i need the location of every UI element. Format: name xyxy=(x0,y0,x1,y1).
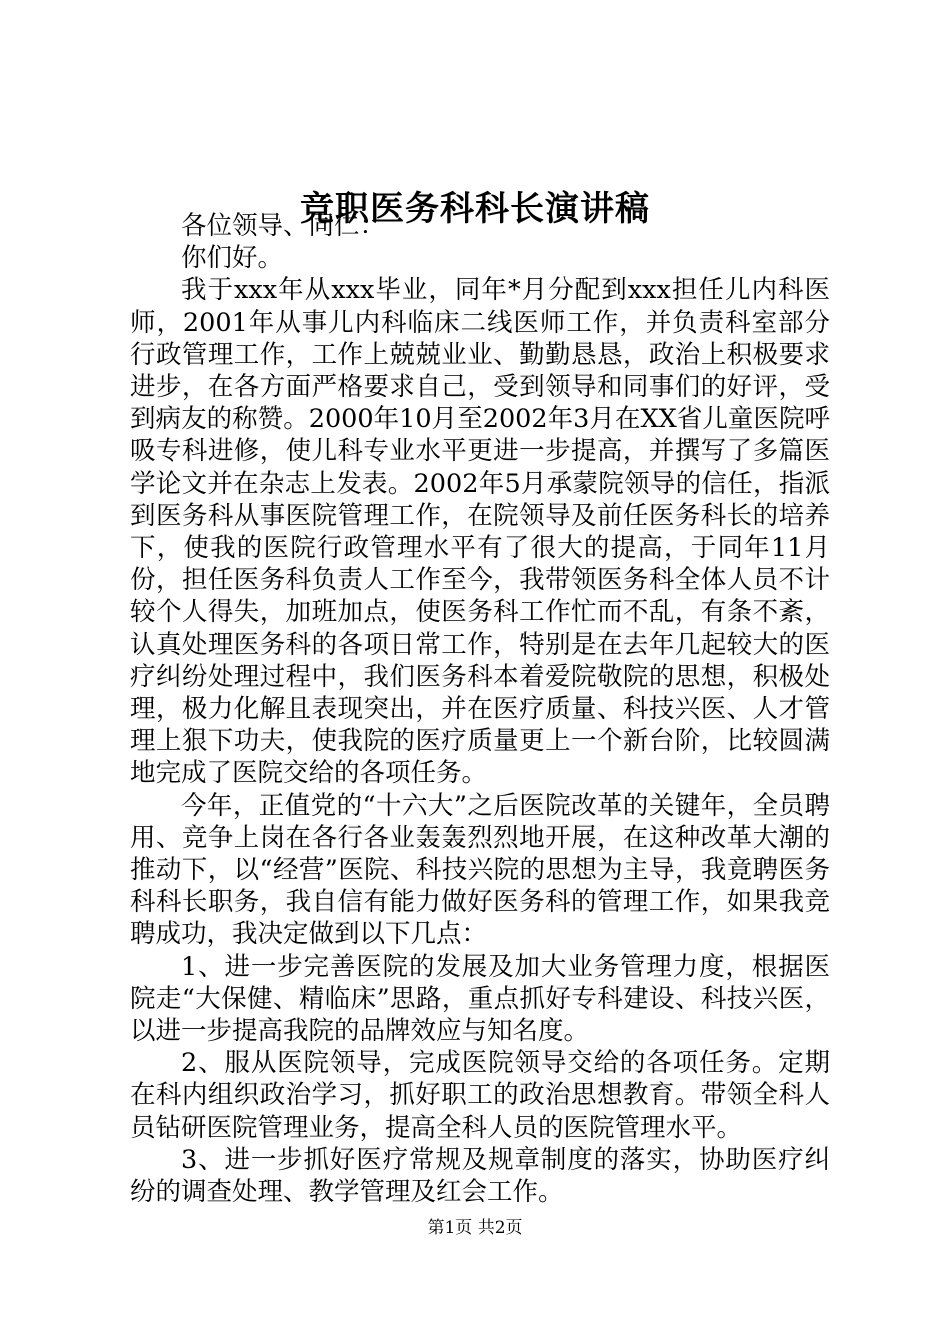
page-number-footer: 第1页 共2页 xyxy=(427,1218,523,1238)
paragraph-motivation: 今年，正值党的“十六大”之后医院改革的关键年，全员聘用、竞争上岗在各行各业轰轰烈烈地开展，在这种改革大潮的推动下，以“经营”医院、科技兴院的思想为主导，我竟聘医务科科长职务，我自信有能力做好医务科的管理工作，如果我竞聘成功，我决定做到以下几点： xyxy=(130,790,830,950)
salutation: 各位领导、同仁： xyxy=(181,211,386,241)
paragraph-point-3: 3、进一步抓好医疗常规及规章制度的落实，协助医疗纠纷的调查处理、教学管理及红会工作。 xyxy=(130,1144,830,1208)
paragraph-point-2: 2、服从医院领导，完成医院领导交给的各项任务。定期在科内组织政治学习，抓好职工的政治思想教育。带领全科人员钻研医院管理业务，提高全科人员的医院管理水平。 xyxy=(130,1048,830,1143)
document-body xyxy=(130,210,830,1208)
greeting: 你们好。 xyxy=(181,243,284,274)
paragraph-experience: 我于xxx年从xxx毕业，同年*月分配到xxx担任儿内科医师，2001年从事儿内科临床二线医师工作，并负责科室部分行政管理工作，工作上兢兢业业、勤勤恳恳，政治上积极要求进步，在各方面严格要求自己，受到领导和同事们的好评，受到病友的称赞。2000年10月至2002年3月在XX省儿童医院呼吸专科进修，使儿科专业水平更进一步提高，并撰写了多篇医学论文并在杂志上发表。2002年5月承蒙院领导的信任，指派到医务科从事医院管理工作，在院领导及前任医务科长的培养下，使我的医院行政管理水平有了很大的提高，于同年11月份，担任医务科负责人工作至今，我带领医务科全体人员不计较个人得失，加班加点，使医务科工作忙而不乱，有条不紊，认真处理医务科的各项日常工作，特别是在去年几起较大的医疗纠纷处理过程中，我们医务科本着爱院敬院的思想，积极处理，极力化解且表现突出，并在医疗质量、科技兴医、人才管理上狠下功夫，使我院的医疗质量更上一个新台阶，比较圆满地完成了医院交给的各项任务。 xyxy=(130,275,830,789)
paragraph-point-1: 1、进一步完善医院的发展及加大业务管理力度，根据医院走“大保健、精临床”思路，重点抓好专科建设、科技兴医，以进一步提高我院的品牌效应与知名度。 xyxy=(130,951,830,1047)
document-title: 竞职医务科科长演讲稿 xyxy=(300,189,650,229)
